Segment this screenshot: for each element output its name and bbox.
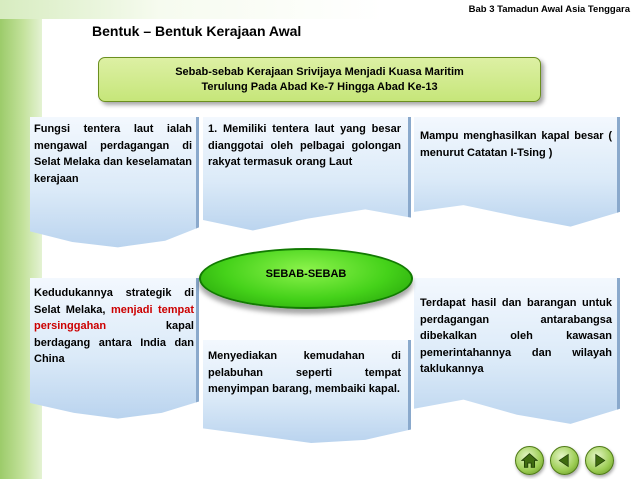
card-2-text: 1. Memiliki tentera laut yang besar dianggotai oleh pelbagai golongan rakyat termasuk orang Laut — [208, 123, 401, 168]
home-button[interactable] — [515, 446, 544, 475]
card-4-text-part-2: kapal berdagang antara India dan China — [34, 320, 194, 365]
card-3-text: Mampu menghasilkan kapal besar ( menurut Catatan I-Tsing ) — [420, 130, 612, 159]
next-icon — [592, 453, 607, 468]
previous-icon — [557, 453, 572, 468]
left-decor-band — [0, 0, 42, 479]
title-line-1: Sebab-sebab Kerajaan Srivijaya Menjadi Kuasa Maritim — [175, 65, 464, 78]
center-label: SEBAB-SEBAB — [265, 268, 347, 280]
card-6-text: Terdapat hasil dan barangan untuk perdagangan antarabangsa dibekalkan oleh kawasan pemerintahannya dan wilayah taklukannya — [420, 297, 612, 375]
title-line-2: Terulung Pada Abad Ke-7 Hingga Abad Ke-13 — [201, 80, 438, 93]
card-5-text: Menyediakan kemudahan di pelabuhan seperti tempat menyimpan barang, membaiki kapal. — [208, 350, 401, 395]
card-4-text — [34, 285, 194, 368]
chapter-title: Bab 3 Tamadun Awal Asia Tenggara — [468, 4, 630, 15]
title-box — [98, 57, 541, 102]
card-4-highlight: menjadi tempat persinggahan — [34, 303, 195, 332]
card-4-text-part-1: Kedudukannya strategik di Selat Melaka, — [34, 287, 194, 316]
card-1-text: Fungsi tentera laut ialah mengawal perdagangan di Selat Melaka dan keselamatan kerajaan — [34, 123, 192, 185]
home-icon — [521, 452, 538, 469]
previous-button[interactable] — [550, 446, 579, 475]
next-button[interactable] — [585, 446, 614, 475]
page-heading: Bentuk – Bentuk Kerajaan Awal — [92, 23, 302, 39]
